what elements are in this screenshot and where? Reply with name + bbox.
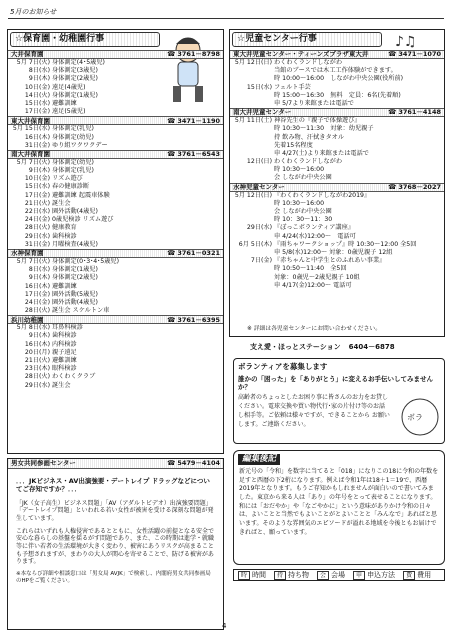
event-date: 28日(火) [24, 224, 50, 232]
legend-item [403, 571, 431, 580]
hoiku-section-tel: ☎ 3761－6395 [167, 316, 220, 324]
event-text: 身体測定(2歳児) [52, 274, 98, 282]
event-row [8, 100, 223, 108]
hoiku-section-header [8, 249, 223, 258]
event-date: 28日(火) [24, 373, 50, 381]
event-text: 避難訓練 [52, 357, 77, 364]
event-date: 9日(木) [28, 167, 50, 175]
danjo-body2: これらはいずれも人権侵害であるとともに、女性活躍の前提となる安全で安心な暮らしの基盤を揺るがす問題であり、また、この時期は進学・就職等に伴い若者の生活環境が大きく変わり、被害にあうリスクが高まることも予想されますが、まわりの大人が関心を寄せることで、防げる被害があります。 [16, 527, 215, 566]
event-text: 遠足(4歳児) [52, 83, 86, 91]
event-row [8, 373, 223, 381]
legend-label: 申込方法 [367, 570, 396, 579]
event-row [8, 349, 223, 357]
event-row [230, 192, 444, 200]
hoiku-section-header [8, 50, 223, 59]
event-date: 8日(水) [28, 266, 50, 274]
event-date [230, 134, 274, 142]
legend-item [317, 571, 345, 580]
jido-section-tel: ☎ 3761－4148 [388, 108, 441, 116]
jido-section-header [230, 183, 444, 192]
event-row [230, 158, 444, 166]
event-row [230, 208, 444, 216]
event-date: 8日(水) [28, 67, 50, 75]
event-date [230, 208, 274, 216]
event-row [8, 183, 223, 191]
event-text: 『雨ちゃワークショップ』時 10:30～12:00 全5回 [274, 240, 417, 248]
event-date: 10日(金) [24, 175, 50, 183]
event-date: 6月 5日(木) [238, 240, 272, 248]
shien-name: 支え愛・ほっとステーション [250, 343, 341, 351]
event-date [230, 100, 274, 108]
hoiku-section-tel: ☎ 3761－0321 [167, 249, 220, 257]
event-date: 5月 7日(火) [16, 257, 50, 265]
event-text: 避難訓練 起震車体験 [52, 191, 110, 199]
event-row [8, 241, 223, 249]
jido-section-name: 水神児童センター [233, 182, 285, 191]
event-row [8, 75, 223, 83]
event-row [230, 134, 444, 142]
jido-banner: ☆児童センター行事 [232, 32, 382, 47]
event-date: 29日(水) [24, 232, 50, 240]
event-text: 当館のブースでは木工工作体験ができます。 [274, 67, 397, 75]
jido-column [229, 29, 445, 337]
event-row [8, 200, 223, 208]
event-text: 歯科検診 [52, 332, 77, 340]
event-row [8, 233, 223, 241]
jido-section-name: 南大井児童センター [233, 108, 292, 117]
event-row [230, 174, 444, 182]
event-date [230, 142, 274, 150]
event-text: 申 4/24(水)12:00～ 電話可 [274, 232, 356, 240]
legend-key: 時 [238, 571, 250, 580]
event-row [8, 192, 223, 200]
event-date: 7日(金) [250, 257, 272, 265]
event-text: 申 5/7より来館または電話で [274, 99, 354, 107]
hoiku-section-header [8, 116, 223, 125]
danjo-body1: 「JK（女子高生）ビジネス問題」「AV（アダルトビデオ）出演強要問題」「デートレイプ問題」といわれる若い女性が被害を受ける深刻な問題が発生しています。 [16, 499, 214, 522]
event-row [8, 341, 223, 349]
volunteer-lead: 誰かの「困った」を「ありがとう」に変えるお手伝いしてみませんか？ [238, 374, 433, 391]
event-text: 0歳児検診 リズム遊び [52, 216, 114, 224]
event-text: 眼科検診 [52, 365, 77, 373]
legend-key: 申 [353, 571, 365, 580]
event-text: フェルト手芸 [274, 83, 311, 91]
svg-text:♪♫: ♪♫ [395, 34, 417, 50]
event-text: 避難訓練 [52, 282, 77, 290]
event-row [230, 84, 444, 92]
event-date [230, 67, 274, 75]
event-date: 16日(木) [24, 133, 50, 141]
event-date [230, 150, 274, 158]
event-row [8, 332, 223, 340]
hoiku-section-name: 大井保育園 [11, 50, 44, 59]
event-text: 申 4/27(土)より来館または電話で [274, 149, 369, 157]
event-date: 15日(水) [246, 83, 272, 91]
event-text: 身体測定(2歳児) [52, 75, 98, 83]
event-text: 時 10:50～11:40 全5回 [274, 265, 347, 273]
hoiku-sections [8, 50, 223, 390]
shien-station [250, 343, 446, 355]
jido-section-tel: ☎ 3471－1070 [388, 50, 441, 58]
event-row [8, 59, 223, 67]
event-text: 会 しながわ中央公園 [274, 208, 332, 215]
event-date [230, 249, 274, 257]
event-text: 『わくわくランドしながわ2019』 [274, 191, 371, 199]
event-text: 先着15名程度 [274, 141, 313, 149]
hoiku-section-header [8, 315, 223, 324]
jido-footnote: ※ 詳細は各児童センターにお問い合わせください。 [247, 325, 381, 332]
event-row [230, 265, 444, 273]
event-text: 春の健康診断 [52, 183, 90, 191]
event-text: ゆり組ワクワクデー [52, 141, 108, 149]
event-row [8, 299, 223, 307]
event-date [230, 92, 274, 100]
event-text: 時 15:00～16:30 無料 定員：6名(先着順) [274, 91, 401, 99]
event-date: 17日(金) [24, 191, 50, 199]
event-date: 10日(金) [24, 83, 50, 91]
header-rule [8, 18, 444, 19]
event-text: 身体測定(3歳児) [52, 67, 98, 75]
event-text: 健康教育 [52, 224, 77, 232]
event-row [230, 241, 444, 249]
event-text: 申 5/8(水)12:00～ 対象：0歳児親子 12組 [274, 248, 393, 256]
event-text: 『赤ちゃんと中学生とのふれあい事業』 [274, 257, 386, 265]
jido-section-name: 東大井児童センター・ティーンズプラザ東大井 [233, 50, 369, 59]
event-date: 16日(木) [24, 340, 50, 348]
event-text: 時 10：30～11：30 [274, 216, 333, 224]
event-row [8, 159, 223, 167]
event-text: 会 しながわ中央公園 [274, 174, 332, 182]
symbol-legend [233, 569, 445, 581]
event-text: わくわくランドしながわ [274, 158, 343, 166]
event-row [8, 307, 223, 315]
event-row [230, 249, 444, 257]
event-row [230, 274, 444, 282]
legend-key: 持 [274, 571, 286, 580]
event-row [230, 233, 444, 241]
event-date [230, 166, 274, 174]
event-row [230, 59, 444, 67]
hoiku-section-header [8, 150, 223, 159]
event-row [8, 208, 223, 216]
hoiku-section-name: 南大井保育園 [11, 150, 50, 159]
event-text: リズム遊び [52, 175, 83, 183]
jido-section-tel: ☎ 3768－2027 [388, 183, 441, 191]
event-row [230, 125, 444, 133]
event-date [230, 274, 274, 282]
legend-label: 費用 [417, 570, 432, 579]
jido-sections [230, 50, 444, 290]
legend-label: 持ち物 [288, 570, 310, 579]
danjo-tel: ☎ 5479－4104 [167, 459, 220, 467]
event-text: 耳鼻科検診 [52, 324, 83, 332]
event-row [230, 224, 444, 232]
danjo-header [8, 459, 223, 469]
event-text: 歯科検診 [52, 232, 77, 240]
legend-label: 会場 [331, 570, 346, 579]
event-text: 『ぽっこボランティア講座』 [274, 224, 354, 232]
volunteer-box [233, 358, 445, 444]
event-date: 15日(水) [24, 99, 50, 107]
event-text: 誕生会 スケルトン車 [52, 307, 110, 315]
event-date [230, 200, 274, 208]
event-date: 22日(水) [24, 208, 50, 215]
event-date: 24日(金) [24, 298, 50, 306]
event-date: 5月 11日(土) [234, 117, 272, 125]
event-row [8, 92, 223, 100]
event-row [8, 258, 223, 266]
event-date: 16日(木) [24, 282, 50, 290]
event-date: 12日(日) [246, 158, 272, 166]
event-date: 5月 15日(水) [12, 125, 50, 133]
event-date: 21日(火) [24, 357, 50, 364]
jido-section-header [230, 108, 444, 117]
event-text: 身体測定(1歳児) [52, 91, 98, 99]
event-row [8, 125, 223, 133]
event-date: 17日(金) [24, 290, 50, 298]
event-text: 園外活動(4歳児) [52, 298, 98, 306]
volunteer-body: 高齢者のちょっとしたお困り事に皆さんのお力をお貸しください。電球交換や買い物代行･家の片付け等のお話し相手等。ご依頼は様々ですが、できることから お願いします。ご連絡ください。 [238, 394, 390, 429]
event-text: わくわくランドしながわ [274, 59, 343, 66]
shien-tel: 6404－6878 [348, 343, 395, 351]
event-date: 5月 12日(日) [234, 59, 272, 66]
event-text: 時 10:30～16:00 [274, 199, 325, 207]
event-date: 17日(金) [24, 108, 50, 116]
danjo-title: 男女共同参画センター [11, 459, 76, 468]
danjo-footnote: ※本ならび詳細や相談窓口は「男女局 AVJK」で検索し、内閣府男女共同参画局のHPをご覧ください。 [16, 571, 211, 585]
event-row [8, 382, 223, 390]
event-date [230, 233, 274, 241]
event-text: 時 10:30～16:00 [274, 166, 325, 174]
event-date [230, 174, 274, 182]
event-date: 9日(木) [28, 332, 50, 340]
hoiku-section-tel: ☎ 3761－6543 [167, 150, 220, 158]
event-text: 神谷先生の『親子で体操遊び』 [274, 117, 361, 125]
legend-item [274, 571, 309, 580]
event-text: 時 10:00～16:00 しながわ中央公園(役所前) [274, 75, 404, 83]
event-text: 身体測定(乳児) [52, 167, 94, 175]
event-date: 20日(月) [24, 348, 50, 356]
event-row [230, 100, 444, 108]
event-text: 時 10:30～11:30 対象：幼児親子 [274, 125, 374, 133]
event-text: 遠足(5歳児) [52, 108, 86, 116]
event-row [230, 150, 444, 158]
volunteer-title: ボランティアを募集します [238, 362, 328, 371]
event-date: 28日(火) [24, 307, 50, 315]
event-row [8, 291, 223, 299]
event-date [230, 265, 274, 273]
hoiku-section-name: 水神保育園 [11, 249, 44, 258]
event-row [8, 357, 223, 365]
event-date: 23日(木) [24, 365, 50, 373]
event-date: 5月 7日(火) [16, 59, 50, 66]
event-text: 誕生会 [52, 381, 71, 389]
legend-key: 会 [317, 571, 329, 580]
event-row [230, 282, 444, 290]
event-date: 5月 8日(水) [16, 324, 50, 332]
event-text: 身体測定(0･3･4･5歳児) [52, 257, 119, 265]
event-text: 身体測定(幼児) [52, 158, 94, 166]
event-row [8, 134, 223, 142]
hoiku-section-name: 東大井保育園 [11, 116, 50, 125]
event-text: 親子遠足 [52, 348, 77, 356]
hoiku-banner: ☆保育園・幼稚園行事 [10, 32, 160, 47]
event-date [230, 75, 274, 83]
jido-section-header [230, 50, 444, 59]
music-notes-icon [390, 28, 440, 52]
month-title: 5月のお知らせ [10, 8, 57, 16]
event-text: 身体測定(1歳児) [52, 266, 98, 274]
event-text: 避難訓練 [52, 99, 77, 107]
event-row [8, 283, 223, 291]
event-date [230, 125, 274, 133]
hoiku-section-tel: ☎ 3761－8798 [167, 50, 220, 58]
event-date: 24日(金) [24, 216, 50, 224]
event-text: 内科検診 [52, 340, 77, 348]
event-row [230, 92, 444, 100]
legend-item [238, 571, 266, 580]
event-text: 身体測定(4･5歳児) [52, 59, 105, 66]
event-text: 身体測定(乳児) [52, 125, 94, 133]
event-date: 29日(水) [246, 224, 272, 232]
hoiku-section-name: 浜川幼稚園 [11, 315, 44, 324]
column-body: 新元号の「令和」を数字に当てると「018」になりこの18に令和の年数を足すと西暦の下2桁になります。例えば令和1年は18＋1＝19で、西暦2019年となります。もうご存知かもしれませんが面白いので書いてみました。東京から来る人は「あり」の年号をとって表せることになります。和には「おだやか」や「なごやかに」という意味がありかけ令和の日々は、よいことと当然でもよいことがとよいことと「みんなで」あればと思います。そのような雰囲気のエピソードが溢れる地域を今後ともお届けできればと、願っています。 [239, 467, 439, 536]
event-text: 持 飲み物、汗拭きタオル [274, 133, 345, 141]
event-row [8, 274, 223, 282]
danjo-headline: ．．．JKビジネス・AV出演強要・デートレイプ ドラッグなどについてご存知ですか？．．． [16, 477, 210, 494]
event-text: 身体測定(幼児) [52, 133, 94, 141]
event-date: 21日(火) [24, 199, 50, 207]
column-title: 編集後記 [238, 454, 280, 465]
event-row [230, 166, 444, 174]
svg-text:ボラ: ボラ [407, 413, 423, 422]
event-row [230, 142, 444, 150]
event-date: 14日(火) [24, 91, 50, 99]
event-text: 対象：0歳児～2歳児親子 10組 [274, 273, 360, 281]
event-row [8, 84, 223, 92]
column-box [233, 450, 445, 565]
event-text: わくわくクラブ [52, 373, 96, 381]
event-row [230, 200, 444, 208]
event-text: 誕生会 [52, 199, 71, 207]
event-date: 31日(金) [24, 240, 50, 248]
event-row [230, 75, 444, 83]
event-date: 15日(水) [24, 183, 50, 191]
event-date: 9日(木) [28, 75, 50, 83]
event-date: 5月 12日(日) [234, 191, 272, 199]
event-date: 29日(水) [24, 381, 50, 389]
hoiku-section-tel: ☎ 3471－1190 [167, 117, 220, 125]
event-text: 園外活動(4歳児) [52, 208, 98, 215]
hoiku-column [7, 29, 224, 454]
volunteer-badge-icon [400, 397, 440, 437]
legend-label: 時間 [252, 570, 267, 579]
legend-item [353, 571, 395, 580]
event-date [230, 282, 274, 290]
event-text: 月曜検査(4歳児) [52, 240, 98, 248]
event-text: 園外活動(5歳児) [52, 290, 98, 298]
event-text: 申 4/17(金)12:00～ 電話可 [274, 281, 352, 289]
event-row [8, 224, 223, 232]
legend-key: 費 [403, 571, 415, 580]
page-number: 4 [222, 622, 227, 630]
event-date: 31日(金) [24, 141, 50, 149]
event-row [8, 142, 223, 150]
event-date: 9日(木) [28, 274, 50, 282]
event-row [8, 108, 223, 116]
event-date: 5月 7日(火) [16, 158, 50, 166]
danjo-box [7, 458, 227, 630]
